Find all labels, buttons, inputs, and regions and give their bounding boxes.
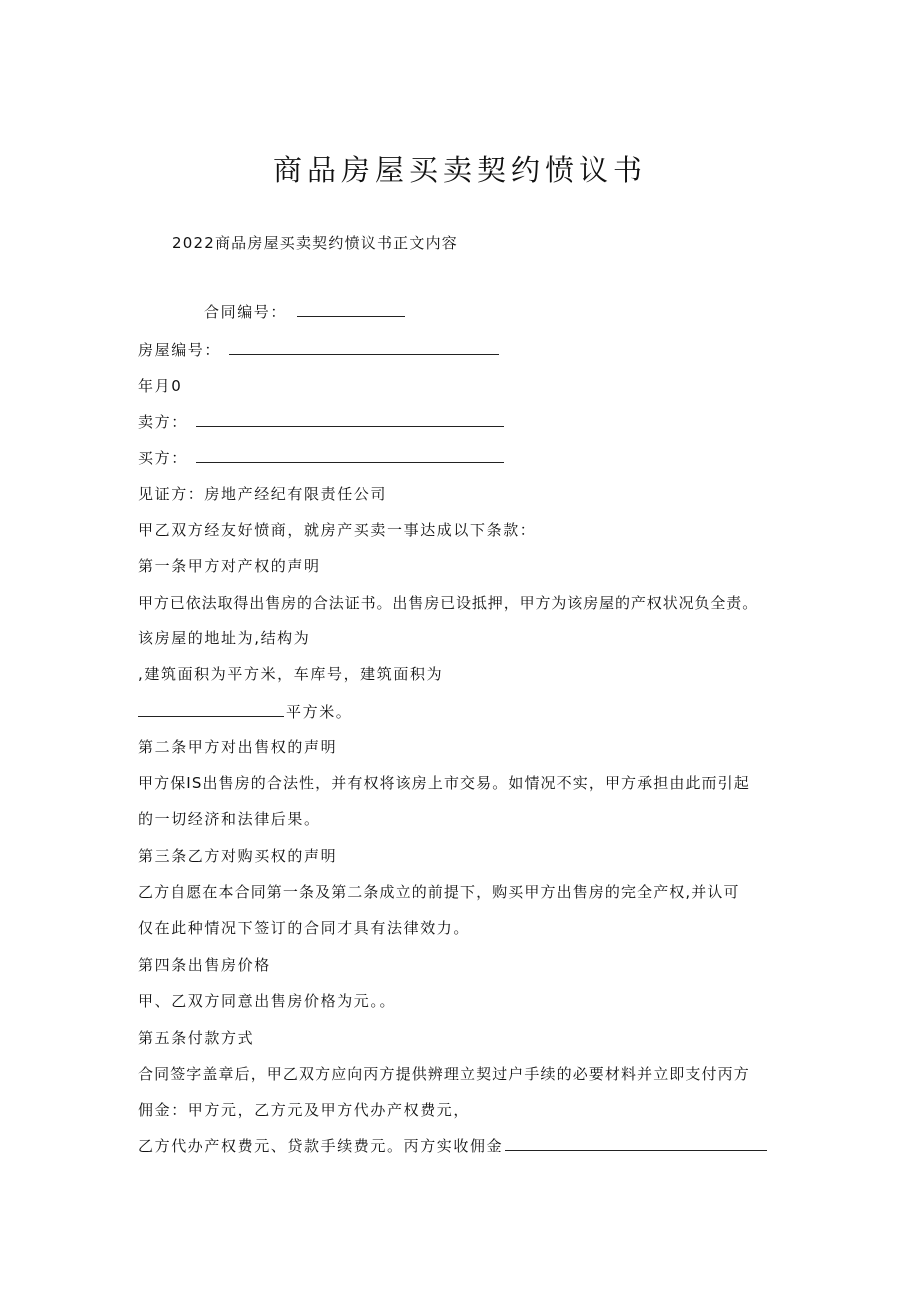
- buyer-blank: [196, 448, 504, 463]
- house-number-line: [138, 340, 499, 360]
- house-number-label: 房屋编号：: [138, 341, 222, 359]
- article-1-text-4: [138, 702, 352, 722]
- article-2-text-1: 甲方保IS出售房的合法性，并有权将该房上市交易。如情况不实，甲方承担由此而引起: [138, 774, 750, 792]
- contract-number-blank: [297, 302, 405, 317]
- article-3-title: 第三条乙方对购买权的声明: [138, 847, 338, 865]
- seller-line: [138, 412, 504, 432]
- article-2-title: 第二条甲方对出售权的声明: [138, 738, 338, 756]
- intro-paragraph: 甲乙双方经友好愤商，就房产买卖一事达成以下条款：: [138, 521, 537, 539]
- article-5-text-3: [138, 1136, 767, 1156]
- date-line: 年月0: [138, 377, 183, 395]
- article-4-text-1: 甲、乙双方同意出售房价格为元。。: [138, 992, 397, 1010]
- document-subtitle: 2022商品房屋买卖契约愤议书正文内容: [172, 234, 458, 252]
- article-1-text-2: 该房屋的地址为,结构为: [138, 629, 311, 647]
- article-3-text-1: 乙方自愿在本合同第一条及第二条成立的前提下，购买甲方出售房的完全产权,并认可: [138, 883, 740, 901]
- document-title: 商品房屋买卖契约愤议书: [272, 153, 647, 187]
- article-1-text-1: 甲方已依法取得出售房的合法证书。出售房已设抵押，甲方为该房屋的产权状况负全责。: [138, 594, 759, 612]
- article-5-text-2: 佣金：甲方元，乙方元及甲方代办产权费元，: [138, 1101, 471, 1119]
- article-1-text-3: ,建筑面积为平方米，车库号，建筑面积为: [138, 665, 444, 683]
- article-5-text-1: 合同签字盖章后，甲乙双方应向丙方提供辨理立契过户手续的必要材料并立即支付丙方: [138, 1065, 750, 1083]
- seller-blank: [196, 412, 504, 427]
- contract-number-label: 合同编号：: [204, 303, 288, 321]
- article-1-title: 第一条甲方对产权的声明: [138, 557, 321, 575]
- buyer-line: [138, 448, 504, 468]
- area-blank: [138, 702, 284, 717]
- seller-label: 卖方：: [138, 413, 188, 431]
- article-2-text-2: 的一切经济和法律后果。: [138, 810, 321, 828]
- commission-blank: [505, 1136, 767, 1151]
- buyer-label: 买方：: [138, 449, 188, 467]
- article-5-text-3-label: 乙方代办产权费元、贷款手续费元。丙方实收佣金: [138, 1137, 504, 1155]
- house-number-blank: [229, 340, 499, 355]
- area-suffix: 平方米。: [286, 703, 353, 721]
- article-5-title: 第五条付款方式: [138, 1029, 255, 1047]
- article-3-text-2: 仅在此种情况下签订的合同才具有法律效力。: [138, 919, 471, 937]
- witness-line: 见证方：房地产经纪有限责任公司: [138, 485, 388, 503]
- contract-number-line: [204, 302, 405, 322]
- article-4-title: 第四条出售房价格: [138, 956, 271, 974]
